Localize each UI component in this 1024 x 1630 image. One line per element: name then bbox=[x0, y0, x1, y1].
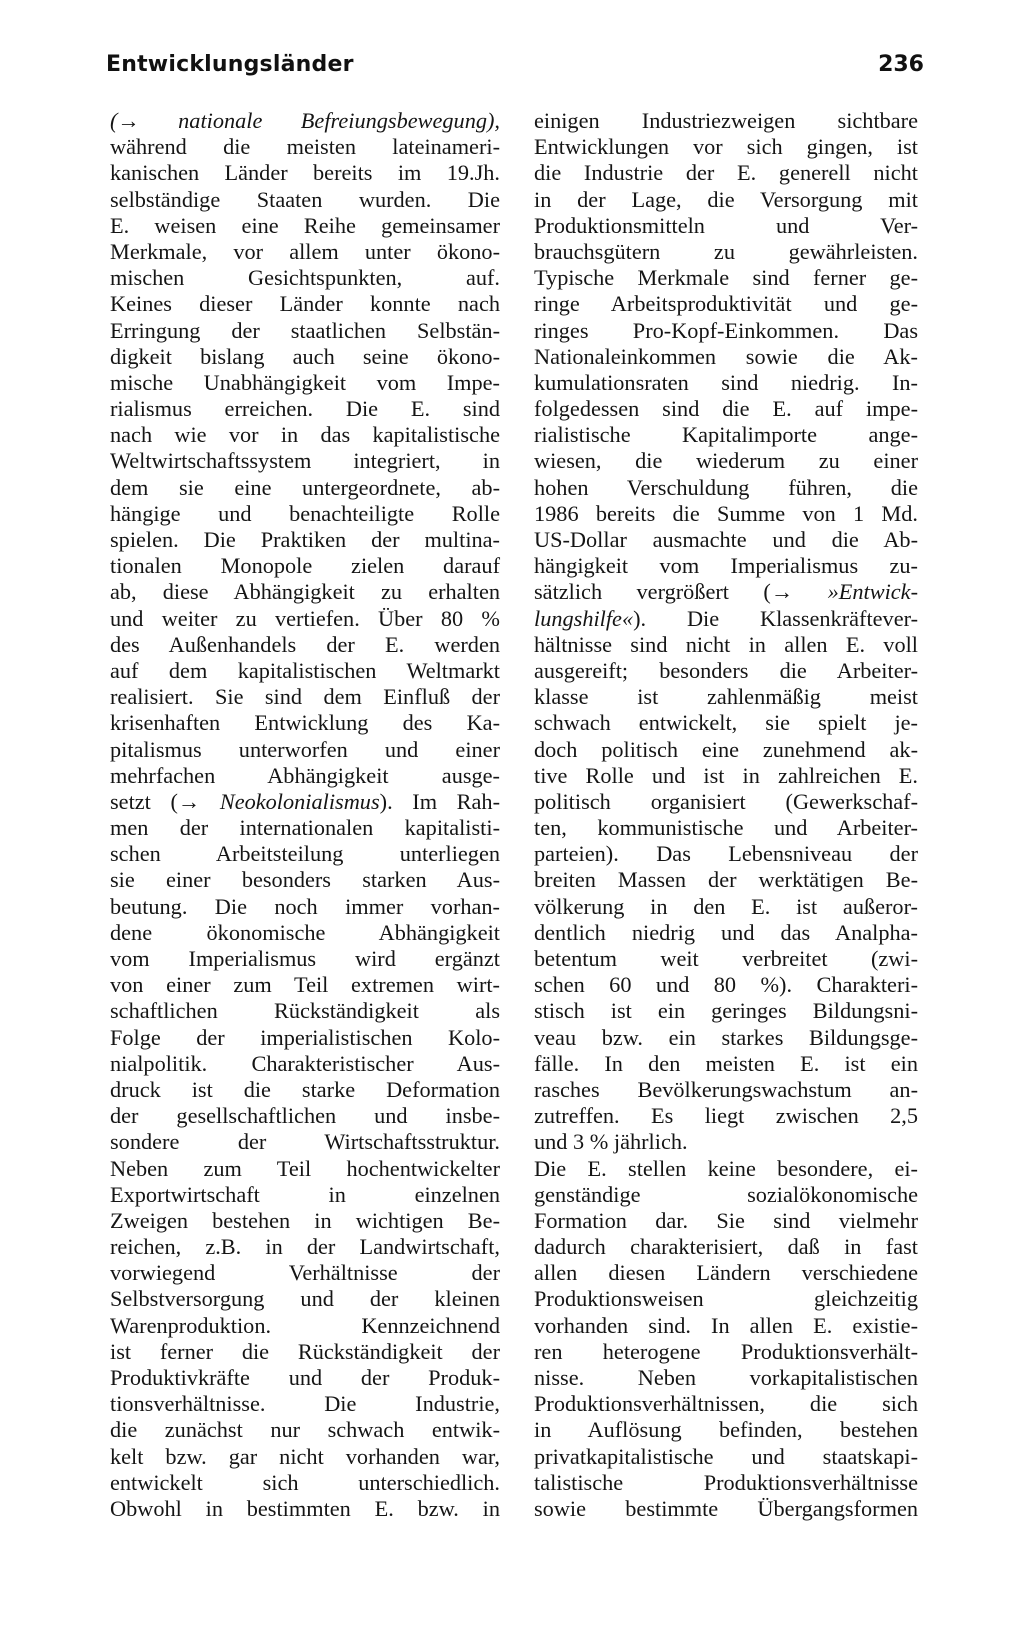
text-line: Produktionsmitteln und Ver- bbox=[534, 212, 918, 238]
text-line: ab, diese Abhängigkeit zu erhalten bbox=[110, 579, 500, 605]
text-line: nialpolitik. Charakteristischer Aus- bbox=[110, 1050, 500, 1076]
text-line: rialismus erreichen. Die E. sind bbox=[110, 396, 500, 422]
text-line: dadurch charakterisiert, daß in fast bbox=[534, 1234, 918, 1260]
text-line: schwach entwickelt, sie spielt je- bbox=[534, 710, 918, 736]
text-line: und 3 % jährlich. bbox=[534, 1129, 688, 1155]
text-line: Obwohl in bestimmten E. bzw. in bbox=[110, 1495, 500, 1521]
text-line: einigen Industriezweigen sichtbare bbox=[534, 108, 918, 133]
text-line: betentum weit verbreitet (zwi- bbox=[534, 946, 918, 971]
text-line: E. weisen eine Reihe gemeinsamer bbox=[110, 212, 500, 238]
text-line: Produktivkräfte und der Produk- bbox=[110, 1365, 500, 1390]
text-line: Merkmale, vor allem unter ökono- bbox=[110, 238, 500, 264]
text-line: realisiert. Sie sind dem Einfluß der bbox=[110, 684, 500, 710]
text-line: mehrfachen Abhängigkeit ausge- bbox=[110, 762, 500, 788]
text-line: kelt bzw. gar nicht vorhanden war, bbox=[110, 1443, 500, 1469]
text-line: auf dem kapitalistischen Weltmarkt bbox=[110, 657, 500, 683]
text-line: privatkapitalistische und staatskapi- bbox=[534, 1443, 918, 1469]
text-line: rialistische Kapitalimporte ange- bbox=[534, 422, 918, 448]
text-line: von einer zum Teil extremen wirt- bbox=[110, 972, 500, 998]
text-line: tionalen Monopole zielen darauf bbox=[110, 553, 500, 579]
text-line: sondere der Wirtschaftsstruktur. bbox=[110, 1129, 500, 1155]
text-line: veau bzw. ein starkes Bildungsge- bbox=[534, 1024, 918, 1050]
text-line: allen diesen Ländern verschiedene bbox=[534, 1260, 918, 1286]
text-line: ist ferner die Rückständigkeit der bbox=[110, 1338, 500, 1364]
text-line: vorhanden sind. In allen E. existie- bbox=[534, 1312, 918, 1338]
text-line: breiten Massen der werktätigen Be- bbox=[534, 867, 918, 893]
page-number: 236 bbox=[878, 52, 924, 77]
text-line: Produktionsweisen gleichzeitig bbox=[534, 1286, 918, 1312]
text-line: krisenhaften Entwicklung des Ka- bbox=[110, 710, 500, 736]
text-line: wiesen, die wiederum zu einer bbox=[534, 448, 918, 474]
text-line: setzt (→ Neokolonialismus). Im Rah- bbox=[110, 788, 500, 814]
text-line: Typische Merkmale sind ferner ge- bbox=[534, 265, 918, 291]
text-line: Keines dieser Länder konnte nach bbox=[110, 291, 500, 317]
text-line: während die meisten lateinameri- bbox=[110, 134, 500, 160]
text-line: lungshilfe«). Die Klassenkräftever- bbox=[534, 605, 918, 631]
text-line: Entwicklungen vor sich gingen, ist bbox=[534, 134, 918, 160]
text-line: pitalismus unterworfen und einer bbox=[110, 736, 500, 762]
left-column bbox=[110, 108, 500, 1522]
text-line: ren heterogene Produktionsverhält- bbox=[534, 1338, 918, 1364]
text-line: entwickelt sich unterschiedlich. bbox=[110, 1469, 500, 1495]
text-line: die Industrie der E. generell nicht bbox=[534, 160, 918, 186]
text-line: kumulationsraten sind niedrig. In- bbox=[534, 369, 918, 395]
text-line: in Auflösung befinden, bestehen bbox=[534, 1417, 918, 1443]
text-line: (→ nationale Befreiungsbewegung), bbox=[110, 108, 500, 133]
text-line: zutreffen. Es liegt zwischen 2,5 bbox=[534, 1103, 918, 1129]
text-line: nisse. Neben vorkapitalistischen bbox=[534, 1365, 918, 1390]
running-head: Entwicklungsländer bbox=[106, 52, 354, 77]
text-line: hältnisse sind nicht in allen E. voll bbox=[534, 631, 918, 657]
text-line: dem sie eine untergeordnete, ab- bbox=[110, 474, 500, 500]
text-line: ringes Pro-Kopf-Einkommen. Das bbox=[534, 317, 918, 343]
text-line: mischen Gesichtspunkten, auf. bbox=[110, 265, 500, 291]
text-line: Warenproduktion. Kennzeichnend bbox=[110, 1312, 500, 1338]
text-line: dentlich niedrig und das Analpha- bbox=[534, 919, 918, 945]
text-line: 1986 bereits die Summe von 1 Md. bbox=[534, 500, 918, 526]
text-line: US-Dollar ausmachte und die Ab- bbox=[534, 527, 918, 552]
text-line: und weiter zu vertiefen. Über 80 % bbox=[110, 605, 500, 631]
text-line: Folge der imperialistischen Kolo- bbox=[110, 1024, 500, 1050]
text-line: beutung. Die noch immer vorhan- bbox=[110, 893, 500, 919]
text-line: Exportwirtschaft in einzelnen bbox=[110, 1181, 500, 1207]
text-line: vom Imperialismus wird ergänzt bbox=[110, 946, 500, 971]
text-line: Zweigen bestehen in wichtigen Be- bbox=[110, 1207, 500, 1233]
text-line: schen Arbeitsteilung unterliegen bbox=[110, 841, 500, 867]
text-line: tionsverhältnisse. Die Industrie, bbox=[110, 1391, 500, 1417]
text-line: hohen Verschuldung führen, die bbox=[534, 474, 918, 500]
text-line: der gesellschaftlichen und insbe- bbox=[110, 1103, 500, 1129]
text-line: Selbstversorgung und der kleinen bbox=[110, 1286, 500, 1312]
text-line: die zunächst nur schwach entwik- bbox=[110, 1417, 500, 1443]
text-line: folgedessen sind die E. auf impe- bbox=[534, 396, 918, 422]
text-line: hängige und benachteiligte Rolle bbox=[110, 500, 500, 526]
text-line: sie einer besonders starken Aus- bbox=[110, 867, 500, 893]
text-line: brauchsgütern zu gewährleisten. bbox=[534, 238, 918, 264]
text-line: sowie bestimmte Übergangsformen bbox=[534, 1495, 918, 1521]
text-line: ten, kommunistische und Arbeiter- bbox=[534, 815, 918, 841]
text-line: mische Unabhängigkeit vom Impe- bbox=[110, 369, 500, 395]
text-line: parteien). Das Lebensniveau der bbox=[534, 841, 918, 867]
text-line: des Außenhandels der E. werden bbox=[110, 631, 500, 657]
text-line: digkeit bislang auch seine ökono- bbox=[110, 343, 500, 369]
text-line: Produktionsverhältnissen, die sich bbox=[534, 1391, 918, 1417]
text-line: politisch organisiert (Gewerkschaf- bbox=[534, 788, 918, 814]
text-line: völkerung in den E. ist außeror- bbox=[534, 893, 918, 919]
text-line: men der internationalen kapitalisti- bbox=[110, 815, 500, 841]
text-line: nach wie vor in das kapitalistische bbox=[110, 422, 500, 448]
text-line: genständige sozialökonomische bbox=[534, 1181, 918, 1207]
text-line: vorwiegend Verhältnisse der bbox=[110, 1260, 500, 1286]
text-line: Die E. stellen keine besondere, ei- bbox=[534, 1155, 918, 1181]
page-header bbox=[106, 52, 924, 88]
text-line: ausgereift; besonders die Arbeiter- bbox=[534, 657, 918, 683]
text-line: sätzlich vergrößert (→ »Entwick- bbox=[534, 579, 918, 605]
text-line: talistische Produktionsverhältnisse bbox=[534, 1469, 918, 1495]
text-line: Nationaleinkommen sowie die Ak- bbox=[534, 343, 918, 369]
text-line: Erringung der staatlichen Selbstän- bbox=[110, 317, 500, 343]
text-line: Weltwirtschaftssystem integriert, in bbox=[110, 448, 500, 474]
text-line: hängigkeit vom Imperialismus zu- bbox=[534, 553, 918, 579]
text-line: dene ökonomische Abhängigkeit bbox=[110, 919, 500, 945]
text-line: Neben zum Teil hochentwickelter bbox=[110, 1155, 500, 1181]
right-column bbox=[534, 108, 918, 1522]
text-line: doch politisch eine zunehmend ak- bbox=[534, 736, 918, 762]
text-line: selbständige Staaten wurden. Die bbox=[110, 186, 500, 212]
text-line: stisch ist ein geringes Bildungsni- bbox=[534, 998, 918, 1024]
text-line: ringe Arbeitsproduktivität und ge- bbox=[534, 291, 918, 317]
text-line: schaftlichen Rückständigkeit als bbox=[110, 998, 500, 1024]
text-line: Formation dar. Sie sind vielmehr bbox=[534, 1207, 918, 1233]
text-line: schen 60 und 80 %). Charakteri- bbox=[534, 972, 918, 998]
text-line: in der Lage, die Versorgung mit bbox=[534, 186, 918, 212]
text-line: spielen. Die Praktiken der multina- bbox=[110, 527, 500, 552]
text-line: kanischen Länder bereits im 19.Jh. bbox=[110, 160, 500, 186]
text-line: reichen, z.B. in der Landwirtschaft, bbox=[110, 1234, 500, 1260]
text-line: rasches Bevölkerungswachstum an- bbox=[534, 1076, 918, 1102]
text-line: tive Rolle und ist in zahlreichen E. bbox=[534, 762, 918, 788]
text-line: druck ist die starke Deformation bbox=[110, 1076, 500, 1102]
text-line: fälle. In den meisten E. ist ein bbox=[534, 1050, 918, 1076]
text-line: klasse ist zahlenmäßig meist bbox=[534, 684, 918, 710]
